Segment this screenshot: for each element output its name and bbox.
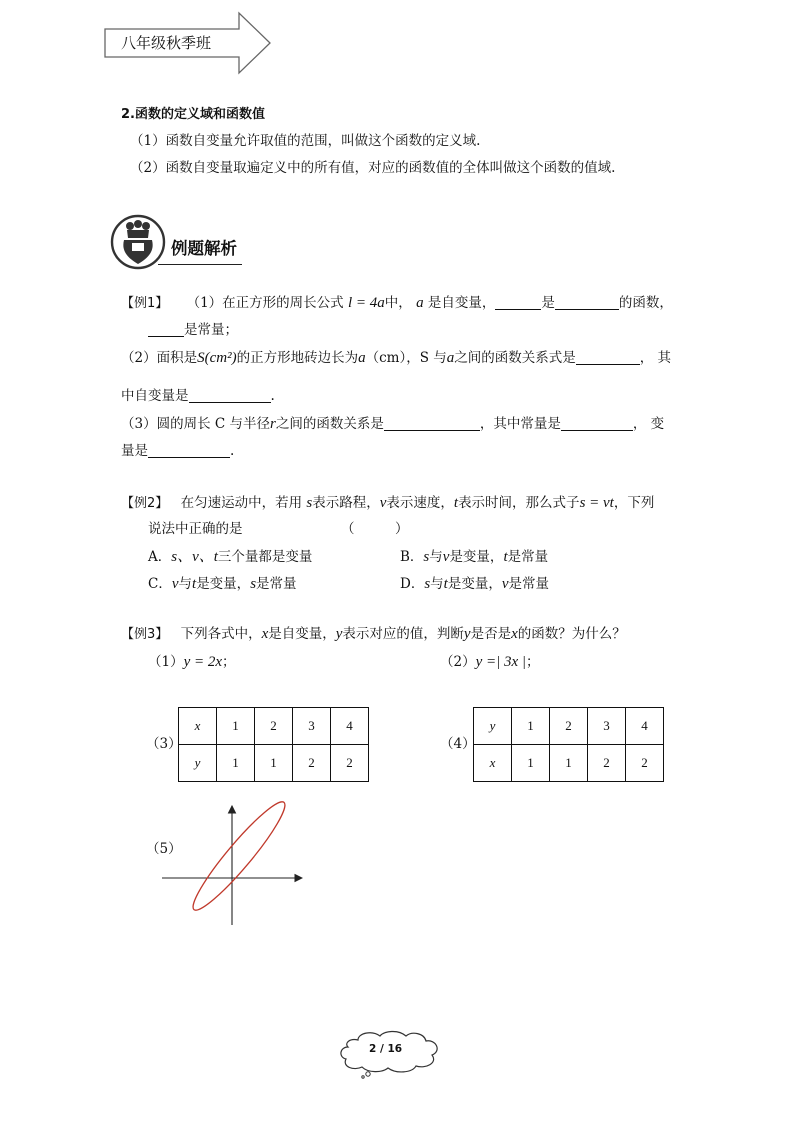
- section-title: 2.函数的定义域和函数值: [121, 107, 265, 122]
- definition-1: （1）函数自变量允许取值的范围，叫做这个函数的定义域.: [130, 133, 481, 149]
- table-cell: x: [474, 745, 512, 782]
- table-cell: 1: [550, 745, 588, 782]
- ex1-blank-4[interactable]: [576, 350, 640, 365]
- table-cell: y: [474, 708, 512, 745]
- ex2-option-b[interactable]: B．s与v是变量，t是常量: [400, 549, 549, 565]
- table-row: [474, 708, 664, 745]
- table-row: [179, 708, 369, 745]
- table-cell: 3: [588, 708, 626, 745]
- ex1-line3: （2）面积是S(cm²)的正方形地砖边长为a（cm），S 与a之间的函数关系式是 ， 其: [121, 350, 672, 366]
- table-cell: 4: [331, 708, 369, 745]
- table-cell: 1: [512, 708, 550, 745]
- ex1-tag: 【例1】: [121, 296, 169, 311]
- table-cell: 2: [626, 745, 664, 782]
- ex2-option-d[interactable]: D．s与t是变量，v是常量: [400, 576, 550, 592]
- ex1-blank-6[interactable]: [384, 416, 480, 431]
- examples-banner-title: 例题解析: [171, 239, 237, 258]
- examples-banner-icon: [110, 214, 166, 270]
- ex1-line2: 是常量；: [148, 322, 238, 338]
- ex2-option-a[interactable]: A．s、v、t三个量都是变量: [148, 549, 313, 565]
- ex3-q4-label: （4）: [440, 736, 476, 752]
- ex3-q2: （2）y =| 3x |；: [440, 654, 540, 670]
- ex3-table-4: [473, 707, 664, 782]
- ex3-q1: （1）y = 2x；: [148, 654, 236, 670]
- ex3-q5-label: （5）: [146, 841, 182, 857]
- ex1-blank-7[interactable]: [561, 416, 633, 431]
- ex1-line4: 中自变量是 .: [121, 388, 275, 404]
- ex2-line1: 【例2】 在匀速运动中，若用 s表示路程，v表示速度，t表示时间，那么式子s = vt，下列: [121, 495, 655, 511]
- ex1-blank-2[interactable]: [555, 295, 619, 310]
- table-cell: 1: [255, 745, 293, 782]
- definition-2: （2）函数自变量取遍定义中的所有值，对应的函数值的全体叫做这个函数的值域.: [130, 160, 616, 176]
- page-number: 2 / 16: [369, 1043, 403, 1055]
- red-ellipse-curve: [185, 800, 293, 917]
- table-cell: 2: [255, 708, 293, 745]
- banner-underline: [158, 264, 242, 265]
- ex2-answer-paren[interactable]: （ ）: [341, 521, 409, 537]
- ex3-q3-label: （3）: [146, 736, 182, 752]
- table-cell: x: [179, 708, 217, 745]
- ex2-formula: s = vt: [579, 495, 614, 511]
- table-cell: 4: [626, 708, 664, 745]
- table-cell: 2: [293, 745, 331, 782]
- table-row: [179, 745, 369, 782]
- ex2-option-c[interactable]: C．v与t是变量，s是常量: [148, 576, 297, 592]
- table-cell: 1: [217, 745, 255, 782]
- table-cell: 2: [550, 708, 588, 745]
- ex1-line6: 量是 .: [121, 443, 235, 459]
- ex3-tag: 【例3】: [121, 627, 169, 642]
- header-tag-text: 八年级秋季班: [121, 34, 212, 52]
- ex1-blank-5[interactable]: [189, 388, 271, 403]
- ex2-tag: 【例2】: [121, 496, 169, 511]
- table-cell: 3: [293, 708, 331, 745]
- ex3-line1: 【例3】 下列各式中，x是自变量，y表示对应的值，判断y是否是x的函数？为什么？: [121, 626, 626, 642]
- ex1-formula-2: S(cm²): [197, 350, 237, 366]
- table-cell: 1: [217, 708, 255, 745]
- table-cell: 2: [331, 745, 369, 782]
- ellipse-graph: [160, 800, 310, 930]
- ex1-line5: （3）圆的周长 C 与半径r之间的函数关系是 ，其中常量是 ， 变: [121, 416, 665, 432]
- table-row: [474, 745, 664, 782]
- ex2-line2: 说法中正确的是: [148, 521, 243, 537]
- table-cell: y: [179, 745, 217, 782]
- ex3-table-3: [178, 707, 369, 782]
- ex1-blank-1[interactable]: [495, 295, 541, 310]
- ex1-line1: 【例1】 （1）在正方形的周长公式 l = 4a中， a 是自变量， 是 的函数，: [121, 295, 673, 311]
- ex1-formula-1: l = 4a: [347, 295, 385, 311]
- table-cell: 1: [512, 745, 550, 782]
- ex1-blank-8[interactable]: [148, 443, 230, 458]
- ex1-blank-3[interactable]: [148, 322, 184, 337]
- table-cell: 2: [588, 745, 626, 782]
